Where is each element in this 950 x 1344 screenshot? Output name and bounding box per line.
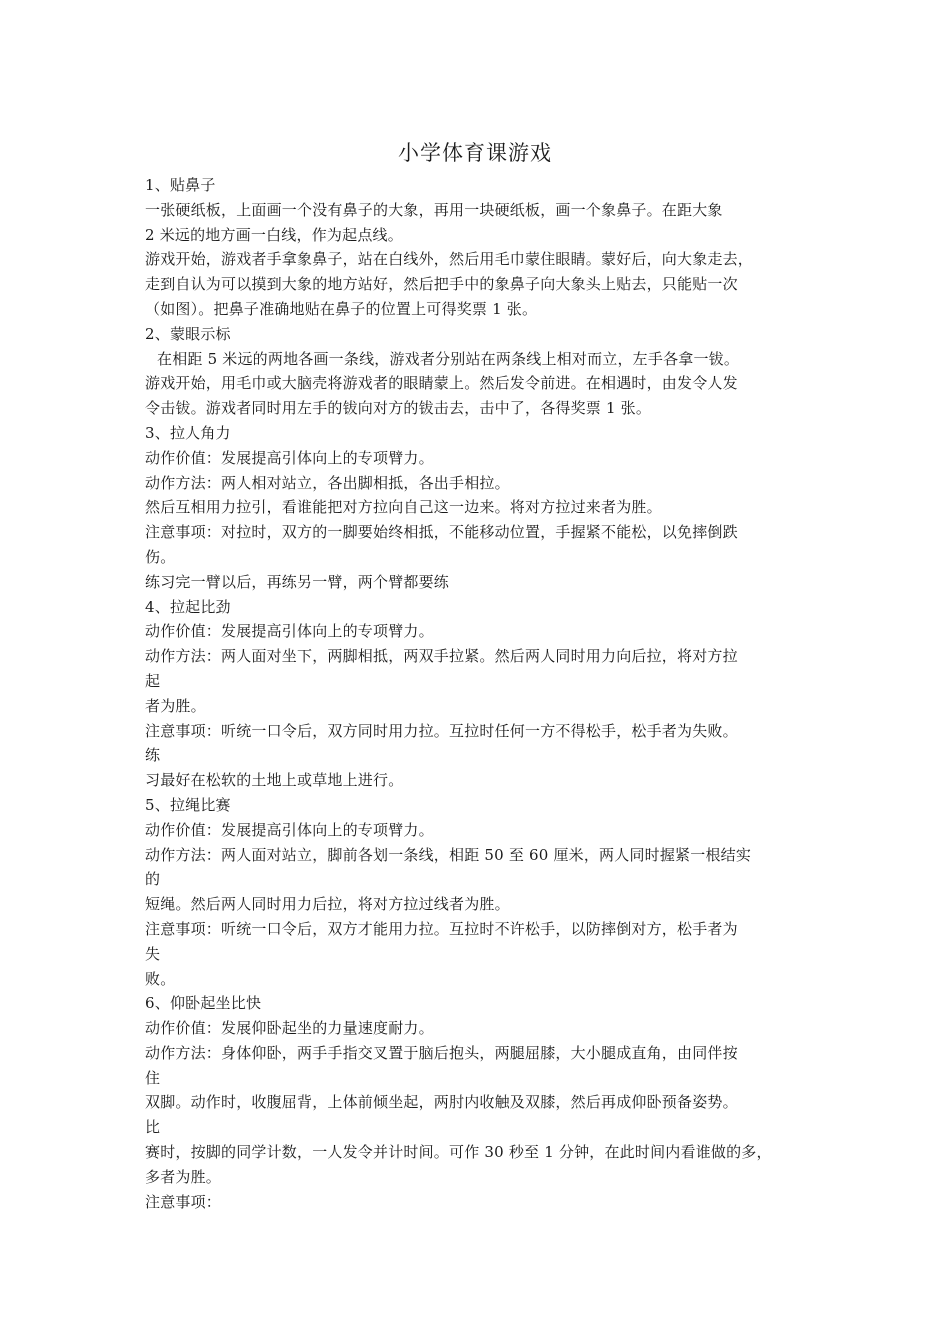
paragraph-line: 短绳。然后两人同时用力后拉，将对方拉过线者为胜。 xyxy=(145,895,510,914)
paragraph-line: 2 米远的地方画一白线，作为起点线。 xyxy=(145,225,403,244)
paragraph-line: 走到自认为可以摸到大象的地方站好，然后把手中的象鼻子向大象头上贴去，只能贴一次 xyxy=(145,275,738,294)
paragraph-line: （如图）。把鼻子准确地贴在鼻子的位置上可得奖票 1 张。 xyxy=(145,299,538,318)
paragraph-line: 动作价值：发展仰卧起坐的力量速度耐力。 xyxy=(145,1019,434,1038)
paragraph-line: 起 xyxy=(145,671,161,690)
paragraph-line: 双脚。动作时，收腹屈背，上体前倾坐起，两肘内收触及双膝，然后再成仰卧预备姿势。 xyxy=(145,1093,738,1112)
paragraph-line: 练 xyxy=(145,746,161,765)
paragraph-line: 注意事项：听统一口令后，双方同时用力拉。互拉时任何一方不得松手，松手者为失败。 xyxy=(145,721,738,740)
paragraph-line: 动作价值：发展提高引体向上的专项臂力。 xyxy=(145,820,434,839)
paragraph-line: 注意事项：听统一口令后，双方才能用力拉。互拉时不许松手，以防摔倒对方，松手者为 xyxy=(145,919,738,938)
paragraph-line: 失 xyxy=(145,944,161,963)
paragraph-line: 动作方法：两人相对站立，各出脚相抵，各出手相拉。 xyxy=(145,473,510,492)
paragraph-line: 者为胜。 xyxy=(145,696,206,715)
paragraph-line: 伤。 xyxy=(145,547,176,566)
paragraph-line: 比 xyxy=(145,1118,161,1137)
paragraph-line: 在相距 5 米远的两地各画一条线，游戏者分别站在两条线上相对而立，左手各拿一钹。 xyxy=(157,349,740,368)
paragraph-line: 动作方法：两人面对站立，脚前各划一条线，相距 50 至 60 厘米，两人同时握紧一根结实 xyxy=(145,845,752,864)
paragraph-line: 动作方法：两人面对坐下，两脚相抵，两双手拉紧。然后两人同时用力向后拉，将对方拉 xyxy=(145,647,738,666)
paragraph-line: 住 xyxy=(145,1068,161,1087)
paragraph-line: 动作价值：发展提高引体向上的专项臂力。 xyxy=(145,448,434,467)
paragraph-line: 习最好在松软的土地上或草地上进行。 xyxy=(145,771,404,790)
heading-6: 6、仰卧起坐比快 xyxy=(145,994,262,1013)
paragraph-line: 练习完一臂以后，再练另一臂，两个臂都要练 xyxy=(145,572,450,591)
paragraph-line: 游戏开始，用毛巾或大脑壳将游戏者的眼睛蒙上。然后发令前进。在相遇时，由发令人发 xyxy=(145,374,738,393)
paragraph-line: 败。 xyxy=(145,969,176,988)
document-body xyxy=(145,173,817,1214)
paragraph-line: 注意事项： xyxy=(145,1192,222,1211)
heading-2: 2、蒙眼示标 xyxy=(145,324,231,343)
paragraph-line: 多者为胜。 xyxy=(145,1167,222,1186)
paragraph-line: 令击钹。游戏者同时用左手的钹向对方的钹击去，击中了，各得奖票 1 张。 xyxy=(145,399,652,418)
paragraph-line: 然后互相用力拉引，看谁能把对方拉向自己这一边来。将对方拉过来者为胜。 xyxy=(145,498,662,517)
paragraph-line: 一张硬纸板，上面画一个没有鼻子的大象，再用一块硬纸板，画一个象鼻子。在距大象 xyxy=(145,200,723,219)
paragraph-line: 动作方法：身体仰卧，两手手指交叉置于脑后抱头，两腿屈膝，大小腿成直角，由同伴按 xyxy=(145,1043,738,1062)
heading-4: 4、拉起比劲 xyxy=(145,597,231,616)
heading-5: 5、拉绳比赛 xyxy=(145,795,231,814)
paragraph-line: 的 xyxy=(145,870,161,889)
heading-3: 3、拉人角力 xyxy=(145,423,231,442)
paragraph-line: 注意事项：对拉时，双方的一脚要始终相抵，不能移动位置，手握紧不能松，以免摔倒跌 xyxy=(145,523,738,542)
heading-1: 1、贴鼻子 xyxy=(145,176,216,194)
page-title: 小学体育课游戏 xyxy=(398,141,552,165)
paragraph-line: 动作价值：发展提高引体向上的专项臂力。 xyxy=(145,622,434,641)
paragraph-line: 赛时，按脚的同学计数，一人发令并计时间。可作 30 秒至 1 分钟，在此时间内看谁做的多， xyxy=(145,1143,772,1162)
paragraph-line: 游戏开始，游戏者手拿象鼻子，站在白线外，然后用毛巾蒙住眼睛。蒙好后，向大象走去， xyxy=(145,250,754,269)
